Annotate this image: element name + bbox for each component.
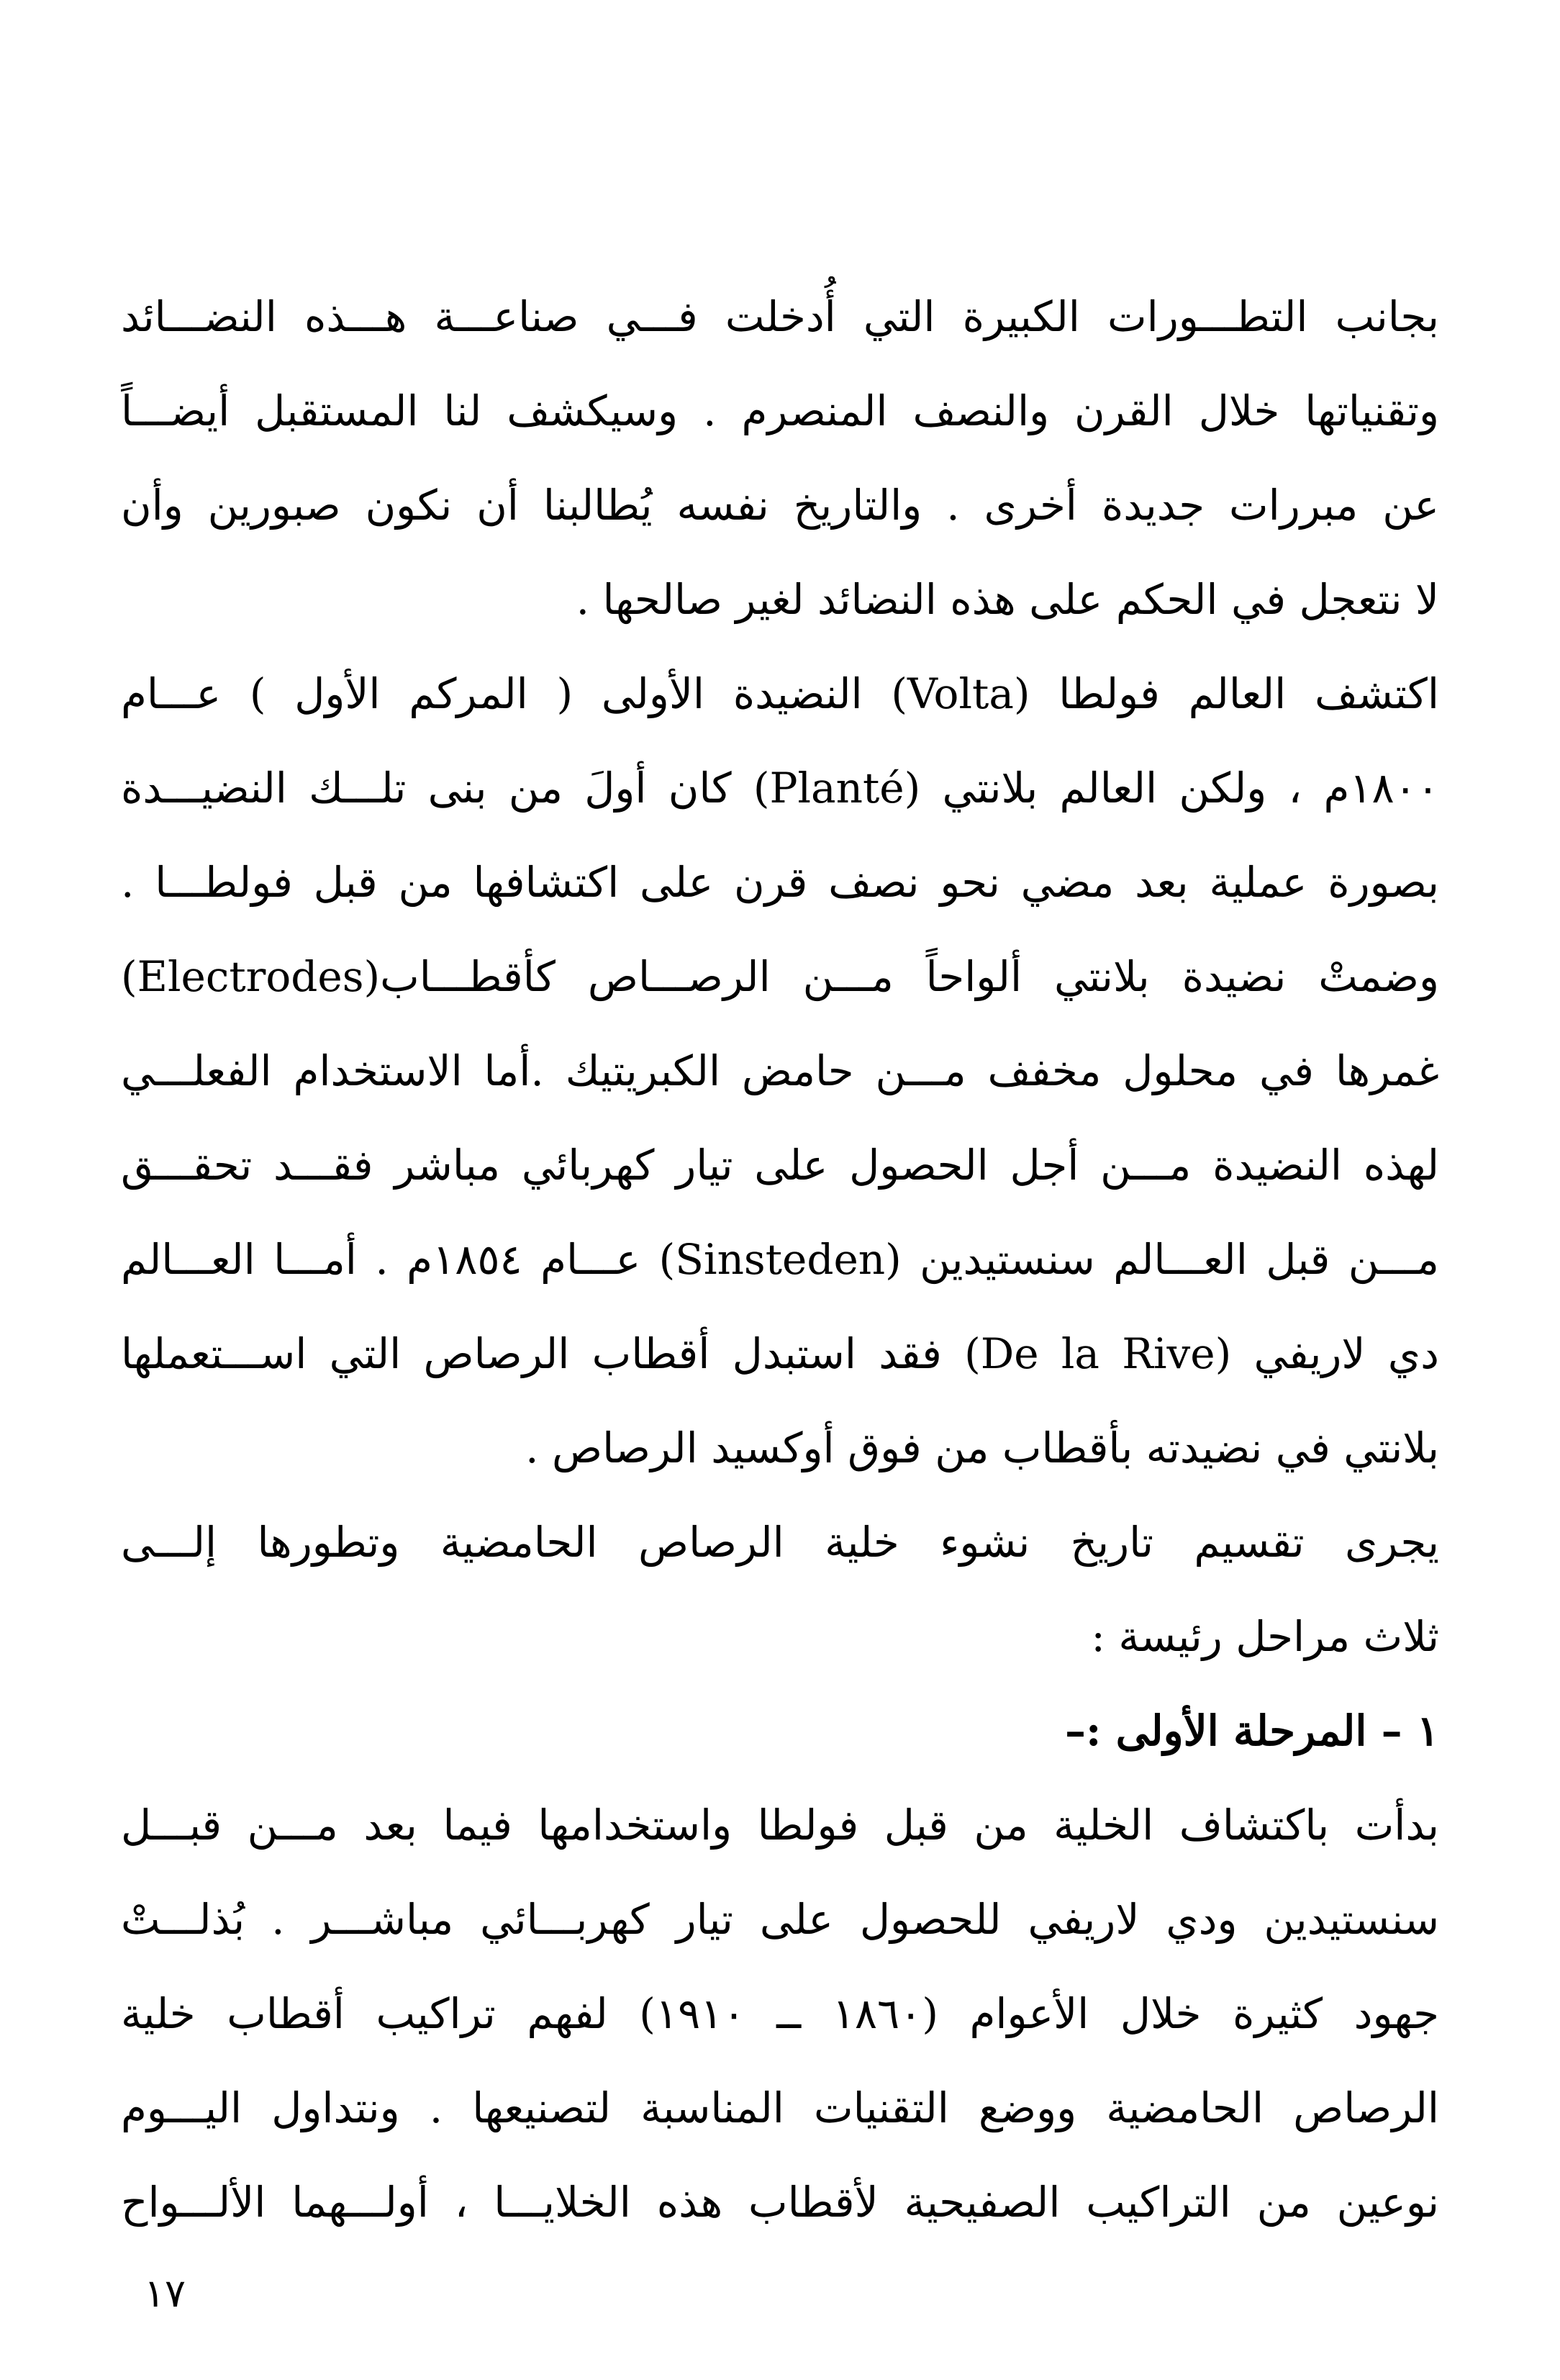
text-line: دي لاريفي (De la Rive) فقد استبدل أقطاب الرصاص التي اســـتعملها (121, 1329, 1439, 1378)
text-line: وتقنياتها خلال القرن والنصف المنصرم . وسيكشف لنا المستقبل أيضـــاً (121, 386, 1439, 435)
text-line: غمرها في محلول مخفف مـــن حامض الكبريتيك .أما الاستخدام الفعلـــي (121, 1046, 1439, 1095)
text-line: مـــن قبل العـــالم سنستيدين (Sinsteden) عـــام ١٨٥٤م . أمـــا العـــالم (121, 1235, 1439, 1284)
text-line: يجرى تقسيم تاريخ نشوء خلية الرصاص الحامضية وتطورها إلـــى (121, 1518, 1439, 1567)
section-heading: ١ – المرحلة الأولى :– (1064, 1706, 1439, 1755)
page-number: ١٧ (144, 2271, 186, 2316)
text-line: اكتشف العالم فولطا (Volta) النضيدة الأولى ( المركم الأول ) عـــام (121, 669, 1439, 718)
text-line: لهذه النضيدة مـــن أجل الحصول على تيار كهربائي مباشر فقـــد تحقـــق (121, 1141, 1439, 1190)
text-line: سنستيدين ودي لاريفي للحصول على تيار كهربـــائي مباشـــر . بُذلـــتْ (121, 1895, 1439, 1944)
text-line: بجانب التطـــورات الكبيرة التي أُدخلت فـــي صناعـــة هـــذه النضـــائد (121, 292, 1439, 341)
text-line: ١٨٠٠م ، ولكن العالم بلانتي (Planté) كان أولَ من بنى تلـــك النضيـــدة (121, 764, 1439, 813)
text-line: بصورة عملية بعد مضي نحو نصف قرن على اكتشافها من قبل فولطـــا . (121, 858, 1439, 907)
text-line: لا نتعجل في الحكم على هذه النضائد لغير صالحها . (576, 575, 1439, 624)
text-line: نوعين من التراكيب الصفيحية لأقطاب هذه الخلايـــا ، أولـــهما الألـــواح (121, 2178, 1439, 2227)
text-line: ثلاث مراحل رئيسة : (1091, 1612, 1439, 1661)
text-line: عن مبررات جديدة أخرى . والتاريخ نفسه يُطالبنا أن نكون صبورين وأن (121, 481, 1439, 530)
text-line: بلانتي في نضيدته بأقطاب من فوق أوكسيد الرصاص . (525, 1424, 1439, 1472)
text-line: بدأت باكتشاف الخلية من قبل فولطا واستخدامها فيما بعد مـــن قبـــل (121, 1801, 1439, 1850)
text-line: الرصاص الحامضية ووضع التقنيات المناسبة لتصنيعها . ونتداول اليـــوم (121, 2083, 1439, 2132)
body-text (121, 270, 1439, 2250)
text-line: جهود كثيرة خلال الأعوام (١٨٦٠ ــ ١٩١٠) لفهم تراكيب أقطاب خلية (121, 1989, 1439, 2038)
text-line: وضمتْ نضيدة بلانتي ألواحاً مـــن الرصـــاص كأقطـــاب(Electrodes) (121, 952, 1439, 1001)
